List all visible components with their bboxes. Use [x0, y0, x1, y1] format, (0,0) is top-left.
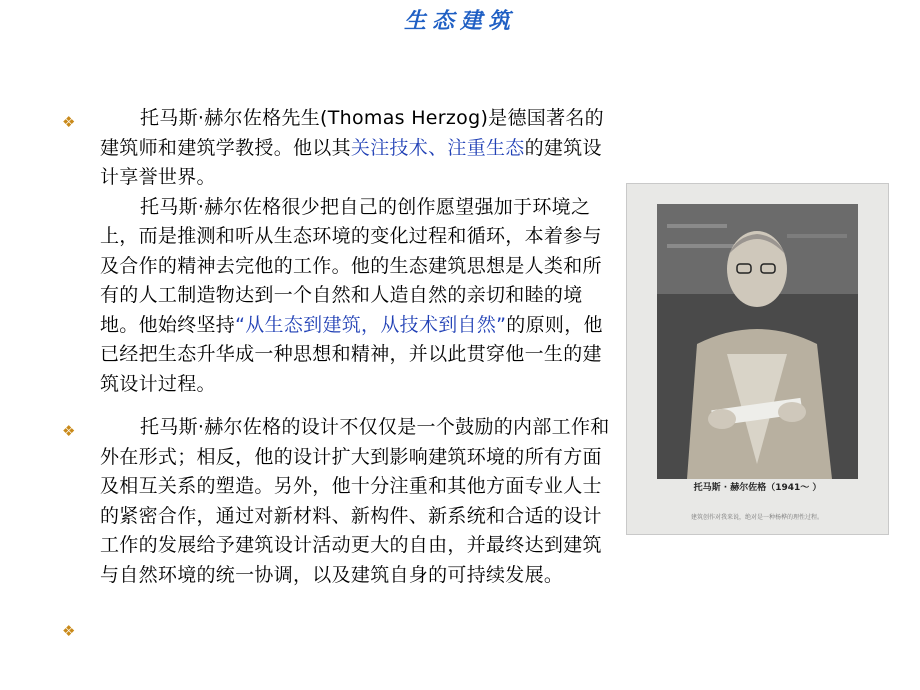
photo-caption: 托马斯 · 赫尔佐格（1941～ ）: [693, 483, 822, 493]
highlight-principle: “从生态到建筑，从技术到自然”: [235, 313, 507, 336]
portrait-photo: [657, 204, 858, 479]
paragraph-1: [100, 104, 612, 399]
paragraph-1-text-d: 的原则，他已经把生态升华成一种思想和精神，并以此贯穿他一生的建筑设计过程。: [100, 313, 603, 395]
portrait-illustration: [657, 204, 858, 479]
bullet-icon: ❖: [62, 422, 76, 440]
paragraph-1-text-b: 的建筑设计享誉世界。: [100, 136, 602, 188]
photo-subcaption: 建筑创作对我来说，绝对是一种杨桦的理性过程。: [690, 514, 823, 521]
paragraph-1-text-c: 托马斯·赫尔佐格很少把自己的创作愿望强加于环境之上，而是推测和听从生态环境的变化过程和循环，本着参与及合作的精神去完他的工作。他的生态建筑思想是人类和所有的人工制造物达到一个自然和人造自然的亲切和睦的境地。他始终坚持: [100, 195, 602, 336]
bullet-icon: ❖: [62, 113, 76, 131]
paragraph-2-text: 托马斯·赫尔佐格的设计不仅仅是一个鼓励的内部工作和外在形式；相反，他的设计扩大到影响建筑环境的所有方面及相互关系的塑造。另外，他十分注重和其他方面专业人士的紧密合作，通过对新材料、新构件、新系统和合适的设计工作的发展给予建筑设计活动更大的自由，并最终达到建筑与自然环境的统一协调，以及建筑自身的可持续发展。: [100, 416, 610, 586]
slide-title: 生态建筑: [403, 8, 516, 34]
bullet-icon: ❖: [62, 622, 76, 640]
highlight-tech-ecology: 关注技术、注重生态: [350, 136, 525, 159]
portrait-photo-frame: [626, 183, 889, 535]
paragraph-2: [100, 413, 612, 590]
paragraph-1-text-a: 托马斯·赫尔佐格先生(Thomas Herzog)是德国著名的建筑师和建筑学教授。他以其: [100, 107, 604, 159]
